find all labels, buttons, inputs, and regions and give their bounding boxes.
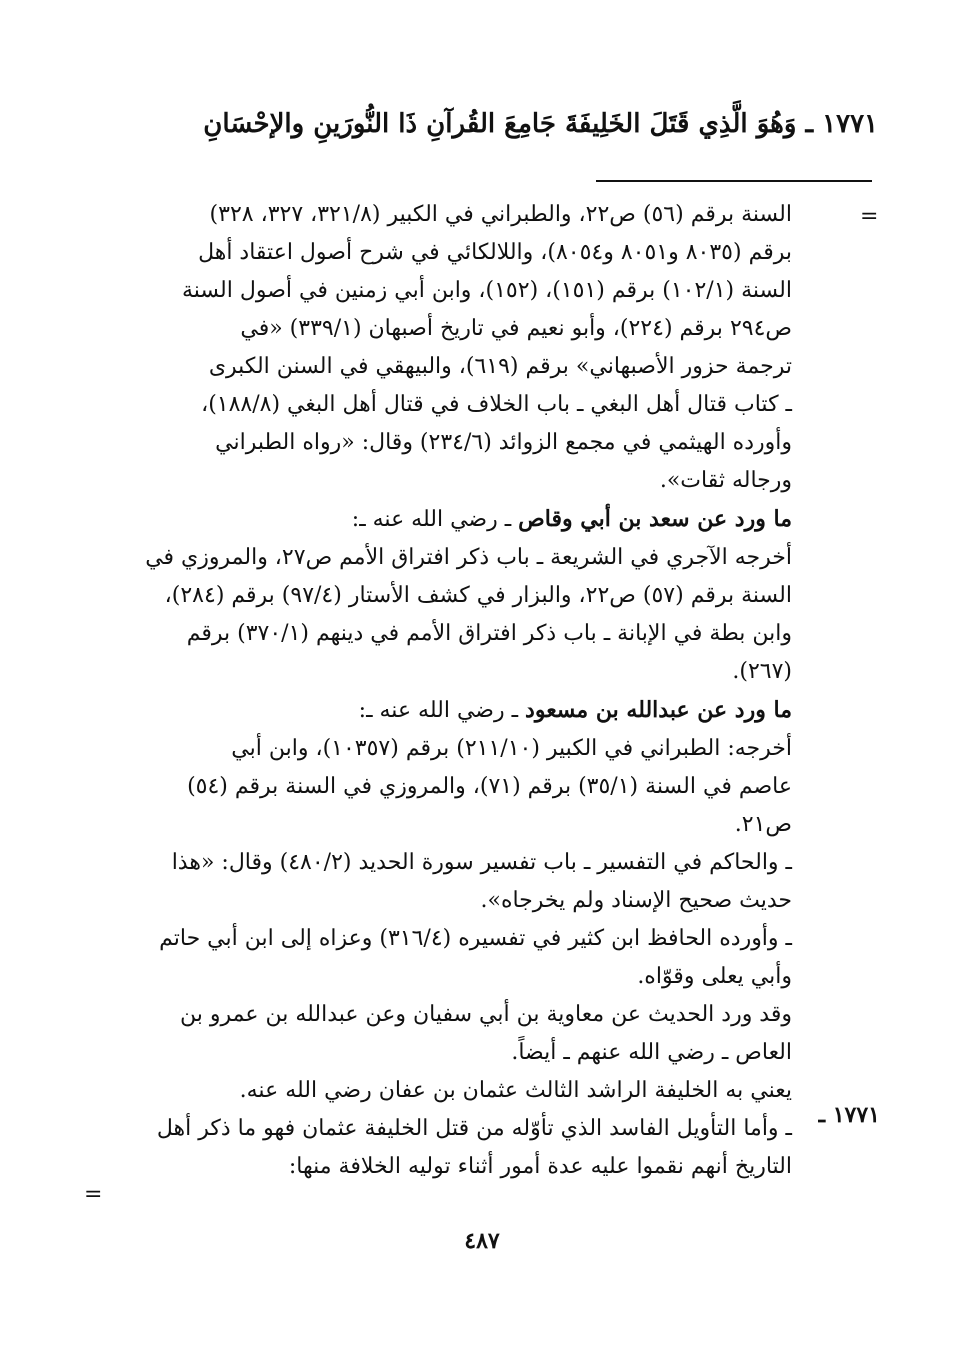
text-line: ورجاله ثقات».	[659, 468, 792, 493]
text-line: ص٢١.	[734, 812, 792, 837]
page-number: ٤٨٧	[464, 1228, 500, 1254]
text-line: (٢٦٧).	[732, 659, 792, 684]
section-heading-suffix: ـ رضي الله عنه ـ:	[351, 507, 519, 532]
text-line: أخرجه الآجري في الشريعة ـ باب ذكر افتراق الأمم ص٢٧، والمروزي في	[145, 545, 792, 570]
text-line: ترجمة حزور الأصبهاني» برقم (٦١٩)، والبيهقي في السنن الكبرى	[208, 354, 792, 379]
verse-header: ١٧٧١ ـ وَهُوَ الَّذِي قَتَلَ الخَلِيفَةَ جَامِعَ القُرآنِ ذَا النُّورَينِ والإحْسَانِ	[203, 109, 878, 139]
section-heading-saad	[90, 500, 792, 539]
text-line: ـ كتاب قتال أهل البغي ـ باب الخلاف في قتال أهل البغي (١٨٨/٨)،	[201, 392, 792, 417]
text-line: برقم (٨٠٣٥ و٨٠٥١ و٨٠٥٤)، واللالكائي في شرح أصول اعتقاد أهل	[198, 240, 792, 265]
continuation-mark-top: =	[860, 204, 879, 229]
section-heading-ibn-masud	[90, 691, 792, 730]
header-separator-rule	[596, 180, 872, 182]
section-heading-bold: ما ورد عن سعد بن أبي وقاص	[518, 506, 792, 532]
section-heading-suffix: ـ رضي الله عنه ـ:	[358, 698, 526, 723]
note-1771-line: ـ وأما التأويل الفاسد الذي تأوّله من قتل الخليفة عثمان فهو ما ذكر أهل	[156, 1116, 792, 1141]
continuation-mark-bottom: =	[84, 1182, 103, 1207]
text-line: وأبي يعلى وقوّاه.	[637, 964, 792, 989]
text-line: ـ وأورده الحافظ ابن كثير في تفسيره (٣١٦/٤) وعزاه إلى ابن أبي حاتم	[159, 926, 792, 951]
text-line: السنة برقم (٥٧) ص٢٢، والبزار في كشف الأستار (٩٧/٤) برقم (٢٨٤)،	[164, 583, 792, 608]
note-1771-label: ١٧٧١ ـ	[818, 1102, 880, 1128]
text-line: العاص ـ رضي الله عنهم ـ أيضاً.	[511, 1040, 792, 1065]
text-line: ص٢٩٤ برقم (٢٢٤)، وأبو نعيم في تاريخ أصبهان (٣٣٩/١) «في	[240, 316, 792, 341]
text-line: السنة (١٠٢/١) برقم (١٥١)، (١٥٢)، وابن أبي زمنين في أصول السنة	[181, 278, 792, 303]
note-1771-line: التاريخ أنهم نقموا عليه عدة أمور أثناء توليه الخلافة منها:	[288, 1154, 792, 1179]
text-line: حديث صحيح الإسناد ولم يخرجاه».	[480, 888, 792, 913]
text-line: السنة برقم (٥٦) ص٢٢، والطبراني في الكبير (٣٢١/٨، ٣٢٧، ٣٢٨)	[209, 202, 792, 227]
footnote-continuation-block	[90, 196, 792, 1186]
text-line: أخرجه: الطبراني في الكبير (٢١١/١٠) برقم (١٠٣٥٧)، وابن أبي	[231, 736, 792, 761]
text-line: وابن بطة في الإبانة ـ باب ذكر افتراق الأمم في دينهم (٣٧٠/١) برقم	[186, 621, 792, 646]
text-line: وقد ورد الحديث عن معاوية بن أبي سفيان وعن عبدالله بن عمرو بن	[179, 1002, 792, 1027]
note-1771-line: يعني به الخليفة الراشد الثالث عثمان بن عفان رضي الله عنه.	[239, 1078, 792, 1103]
section-heading-bold: ما ورد عن عبدالله بن مسعود	[525, 697, 792, 723]
text-line: ـ والحاكم في التفسير ـ باب تفسير سورة الحديد (٤٨٠/٢) وقال: «هذا	[171, 850, 792, 875]
text-line: وأورده الهيثمي في مجمع الزوائد (٢٣٤/٦) وقال: «رواه الطبراني	[215, 430, 792, 455]
text-line: عاصم في السنة (٣٥/١) برقم (٧١)، والمروزي في السنة برقم (٥٤)	[187, 774, 792, 799]
